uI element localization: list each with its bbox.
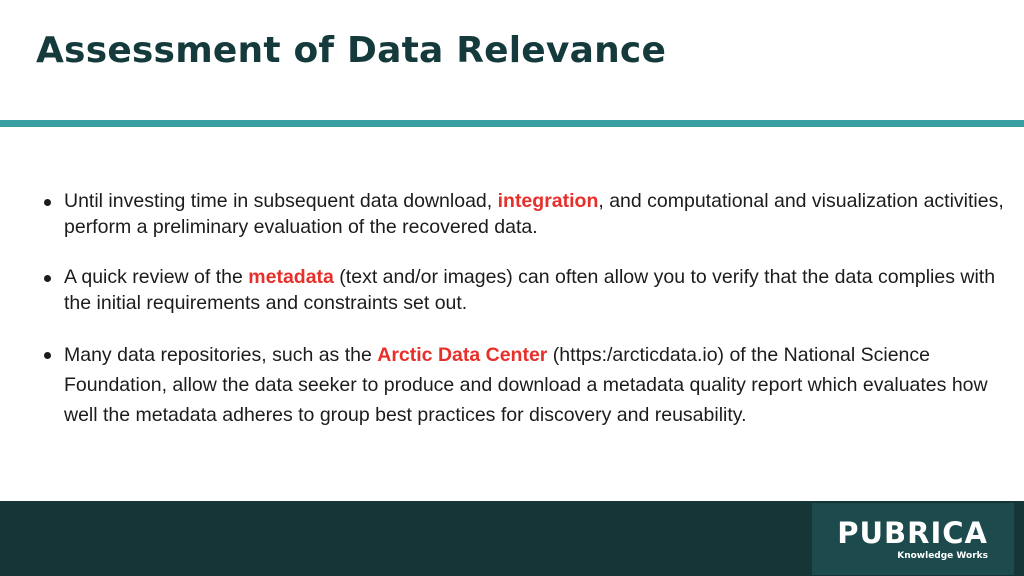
bullet-text: (text and/or images) can often allow you to verify that the data complies with the initial requirements and constraints set out. (64, 266, 996, 314)
logo-wordmark: PUBRICA (837, 516, 988, 550)
bullet-dot-icon (44, 199, 51, 206)
bullet-text: , and computational and visualization activities, perform a preliminary evaluation of the recovered data. (64, 190, 1004, 238)
bullet-list (44, 188, 1012, 430)
bullet-text: A quick review of the (64, 266, 249, 288)
highlight-term: integration (497, 190, 599, 212)
bullet-text: (https:/arcticdata.io) of the National Science Foundation, allow the data seeker to produce and download a metadata quality report which evaluates how well the metadata adheres to group best practices for discovery and reusability. (64, 344, 988, 426)
bullet-item (44, 340, 1012, 430)
bullet-text: Until investing time in subsequent data download, (64, 190, 498, 212)
bullet-dot-icon (44, 352, 51, 359)
pubrica-logo (812, 503, 1014, 575)
highlight-term: Arctic Data Center (377, 344, 548, 366)
logo-tagline: Knowledge Works (897, 551, 988, 561)
highlight-term: metadata (248, 266, 334, 288)
bullet-item (44, 264, 1012, 316)
title-divider (0, 120, 1024, 127)
bullet-item (44, 188, 1012, 240)
bullet-dot-icon (44, 275, 51, 282)
bullet-text: Many data repositories, such as the (64, 344, 378, 366)
slide-title: Assessment of Data Relevance (36, 30, 667, 71)
